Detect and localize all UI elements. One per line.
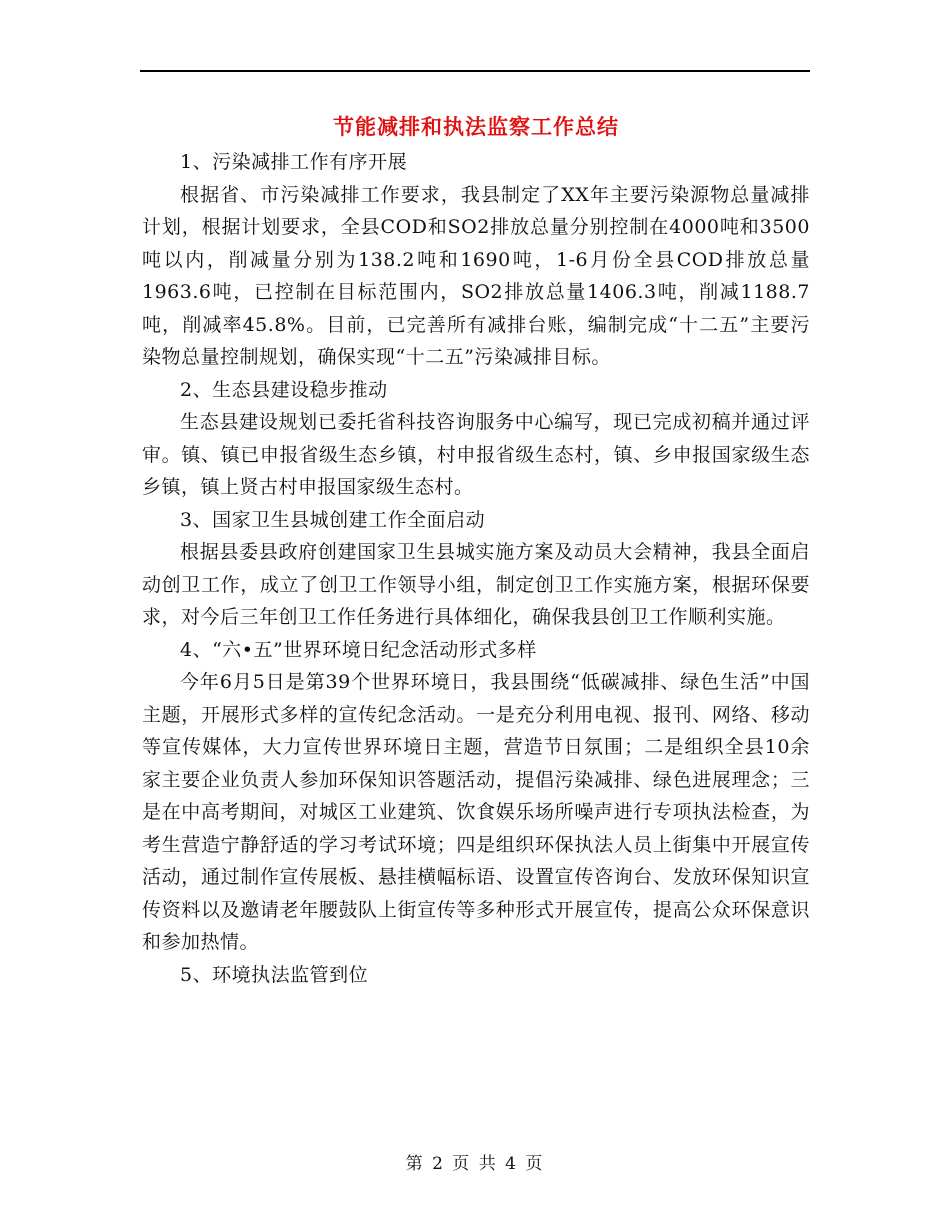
section-paragraph-2: 生态县建设规划已委托省科技咨询服务中心编写，现已完成初稿并通过评审。镇、镇已申报省级生态乡镇，村申报省级生态村，镇、乡申报国家级生态乡镇，镇上贤古村申报国家级生态村。 xyxy=(142,411,810,498)
section-heading-2: 2、生态县建设稳步推动 xyxy=(180,378,388,401)
page-number-footer: 第 2 页 共 4 页 xyxy=(405,1154,545,1174)
header-rule xyxy=(140,70,810,72)
section-heading-5: 5、环境执法监管到位 xyxy=(180,963,369,986)
section-paragraph-4: 今年6月5日是第39个世界环境日，我县围绕“低碳减排、绿色生活”中国主题，开展形式多样的宣传纪念活动。一是充分利用电视、报刊、网络、移动等宣传媒体，大力宣传世界环境日主题，营造节日氛围；二是组织全县10余家主要企业负责人参加环保知识答题活动，提倡污染减排、绿色进展理念；三是在中高考期间，对城区工业建筑、饮食娱乐场所噪声进行专项执法检查，为考生营造宁静舒适的学习考试环境；四是组织环保执法人员上街集中开展宣传活动，通过制作宣传展板、悬挂横幅标语、设置宣传咨询台、发放环保知识宣传资料以及邀请老年腰鼓队上街宣传等多种形式开展宣传，提高公众环保意识和参加热情。 xyxy=(142,671,810,953)
section-paragraph-3: 根据县委县政府创建国家卫生县城实施方案及动员大会精神，我县全面启动创卫工作，成立了创卫工作领导小组，制定创卫工作实施方案，根据环保要求，对今后三年创卫工作任务进行具体细化，确保我县创卫工作顺利实施。 xyxy=(142,541,810,628)
page-body xyxy=(142,108,810,991)
section-heading-4: 4、“六•五”世界环境日纪念活动形式多样 xyxy=(180,638,537,661)
section-heading-3: 3、国家卫生县城创建工作全面启动 xyxy=(180,508,486,531)
section-paragraph-1: 根据省、市污染减排工作要求，我县制定了XX年主要污染源物总量减排计划，根据计划要求，全县COD和SO2排放总量分别控制在4000吨和3500吨以内，削减量分别为138.2吨和1690吨，1-6月份全县COD排放总量1963.6吨，已控制在目标范围内，SO2排放总量1406.3吨，削减1188.7吨，削减率45.8%。目前，已完善所有减排台账，编制完成“十二五”主要污染物总量控制规划，确保实现“十二五”污染减排目标。 xyxy=(142,183,810,368)
section-heading-1: 1、污染减排工作有序开展 xyxy=(180,151,408,173)
document-title: 节能减排和执法监察工作总结 xyxy=(333,114,619,139)
